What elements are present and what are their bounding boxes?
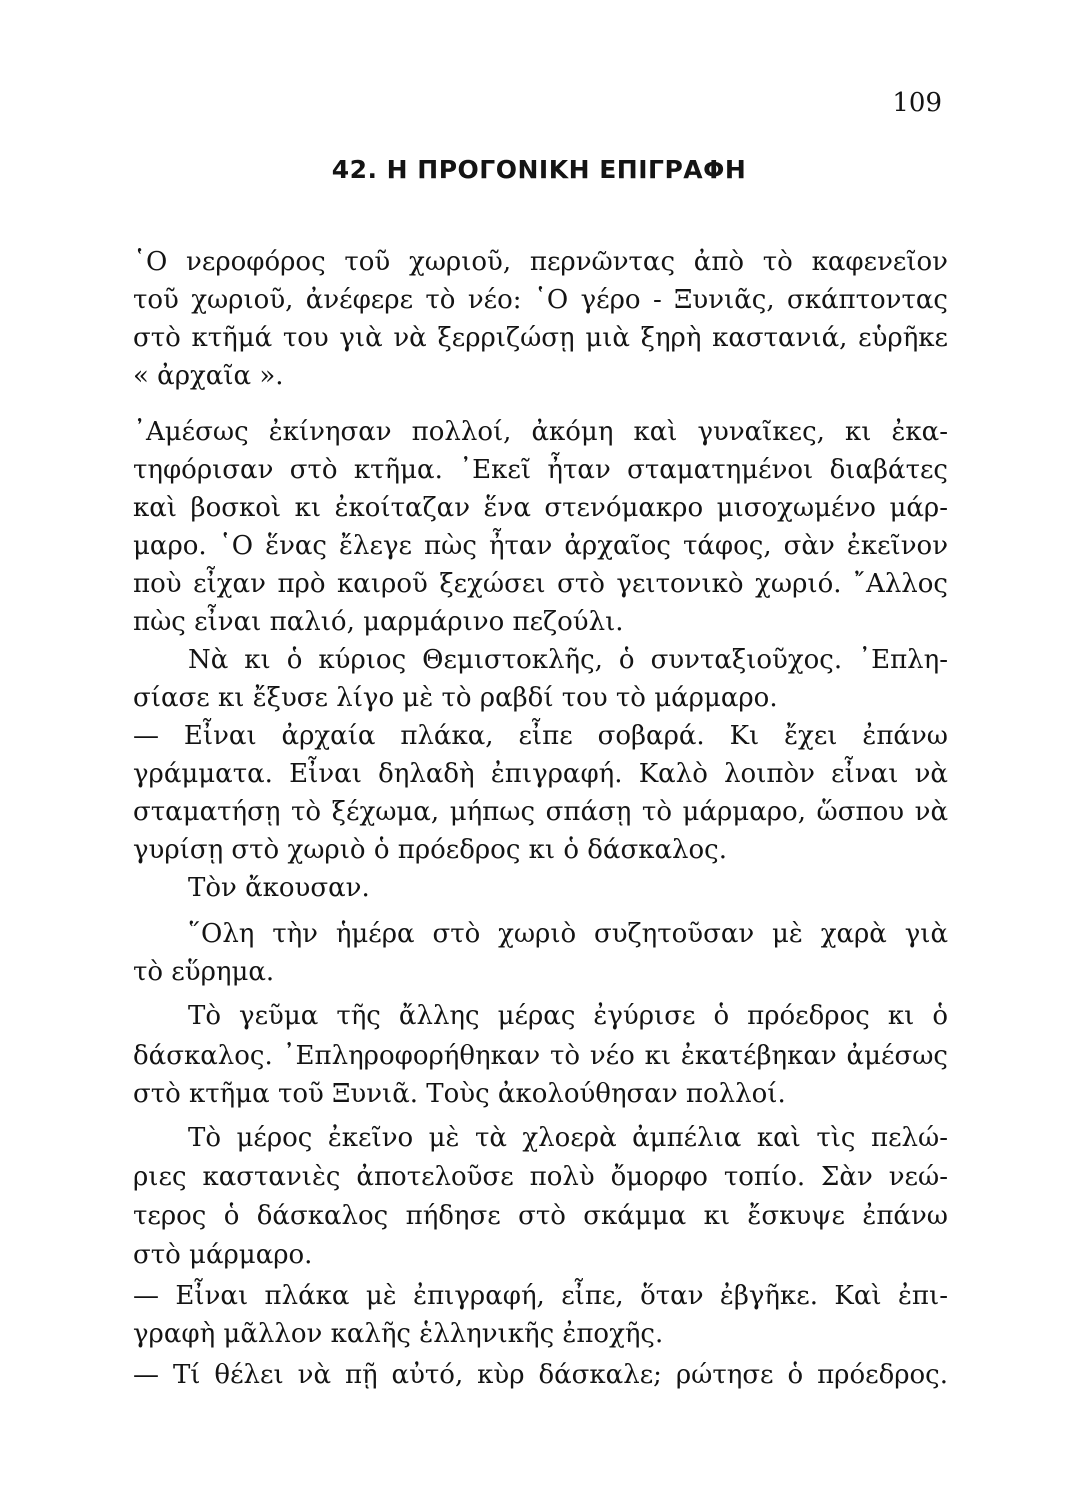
text-line: ποὺ εἶχαν πρὸ καιροῦ ξεχώσει στὸ γειτονικὸ χωριό. ῎Αλλος [133, 569, 948, 599]
text-line: τοῦ χωριοῦ, ἀνέφερε τὸ νέο: ῾Ο γέρο - Ξυνιᾶς, σκάπτοντας [133, 285, 948, 315]
text-line: Τὸ μέρος ἐκεῖνο μὲ τὰ χλοερὰ ἀμπέλια καὶ τὶς πελώ- [188, 1123, 948, 1153]
text-line: γραφὴ μᾶλλον καλῆς ἑλληνικῆς ἐποχῆς. [133, 1319, 664, 1349]
text-line: Τὸν ἄκουσαν. [188, 873, 370, 903]
text-line: στὸ κτῆμά του γιὰ νὰ ξερριζώσῃ μιὰ ξηρὴ καστανιά, εὑρῆκε [133, 323, 948, 353]
text-line: — Τί θέλει νὰ πῇ αὐτό, κὺρ δάσκαλε; ρώτησε ὁ πρόεδρος. [133, 1360, 948, 1390]
text-line: τηφόρισαν στὸ κτῆμα. ᾿Εκεῖ ἦταν σταματημένοι διαβάτες [133, 455, 948, 485]
text-line: μαρο. ῾Ο ἕνας ἔλεγε πὼς ἦταν ἀρχαῖος τάφος, σὰν ἐκεῖνον [133, 531, 948, 561]
text-line: ῞Ολη τὴν ἡμέρα στὸ χωριὸ συζητοῦσαν μὲ χαρὰ γιὰ [188, 919, 948, 949]
text-line: τερος ὁ δάσκαλος πήδησε στὸ σκάμμα κι ἔσκυψε ἐπάνω [133, 1201, 948, 1231]
text-line: « ἀρχαῖα ». [133, 361, 284, 391]
text-line: πὼς εἶναι παλιό, μαρμάρινο πεζούλι. [133, 607, 624, 637]
text-line: τὸ εὕρημα. [133, 957, 275, 987]
chapter-title: 42. Η ΠΡΟΓΟΝΙΚΗ ΕΠΙΓΡΑΦΗ [331, 155, 747, 184]
text-line: καὶ βοσκοὶ κι ἐκοίταζαν ἕνα στενόμακρο μισοχωμένο μάρ- [133, 493, 948, 523]
text-line: ῾Ο νεροφόρος τοῦ χωριοῦ, περνῶντας ἀπὸ τὸ καφενεῖον [133, 247, 948, 277]
text-line: — Εἶναι πλάκα μὲ ἐπιγραφή, εἶπε, ὅταν ἐβγῆκε. Καὶ ἐπι- [133, 1281, 948, 1311]
text-line: δάσκαλος. ᾿Επληροφορήθηκαν τὸ νέο κι ἐκατέβηκαν ἀμέσως [133, 1041, 948, 1071]
text-line: ᾿Αμέσως ἐκίνησαν πολλοί, ἀκόμη καὶ γυναῖκες, κι ἐκα- [133, 417, 948, 447]
text-line: στὸ μάρμαρο. [133, 1240, 313, 1270]
text-line: γυρίσῃ στὸ χωριὸ ὁ πρόεδρος κι ὁ δάσκαλος. [133, 835, 728, 865]
text-line: Νὰ κι ὁ κύριος Θεμιστοκλῆς, ὁ συνταξιοῦχος. ᾿Επλη- [188, 645, 948, 675]
text-line: γράμματα. Εἶναι δηλαδὴ ἐπιγραφή. Καλὸ λοιπὸν εἶναι νὰ [133, 759, 948, 789]
text-line: σταματήσῃ τὸ ξέχωμα, μήπως σπάσῃ τὸ μάρμαρο, ὥσπου νὰ [133, 797, 948, 827]
text-line: — Εἶναι ἀρχαία πλάκα, εἶπε σοβαρά. Κι ἔχει ἐπάνω [133, 721, 948, 751]
text-line: ριες καστανιὲς ἀποτελοῦσε πολὺ ὄμορφο τοπίο. Σὰν νεώ- [133, 1162, 948, 1192]
text-line: Τὸ γεῦμα τῆς ἄλλης μέρας ἐγύρισε ὁ πρόεδρος κι ὁ [188, 1001, 948, 1031]
text-line: σίασε κι ἔξυσε λίγο μὲ τὸ ραβδί του τὸ μάρμαρο. [133, 683, 778, 713]
text-line: στὸ κτῆμα τοῦ Ξυνιᾶ. Τοὺς ἀκολούθησαν πολλοί. [133, 1079, 786, 1109]
page-number: 109 [892, 88, 942, 118]
